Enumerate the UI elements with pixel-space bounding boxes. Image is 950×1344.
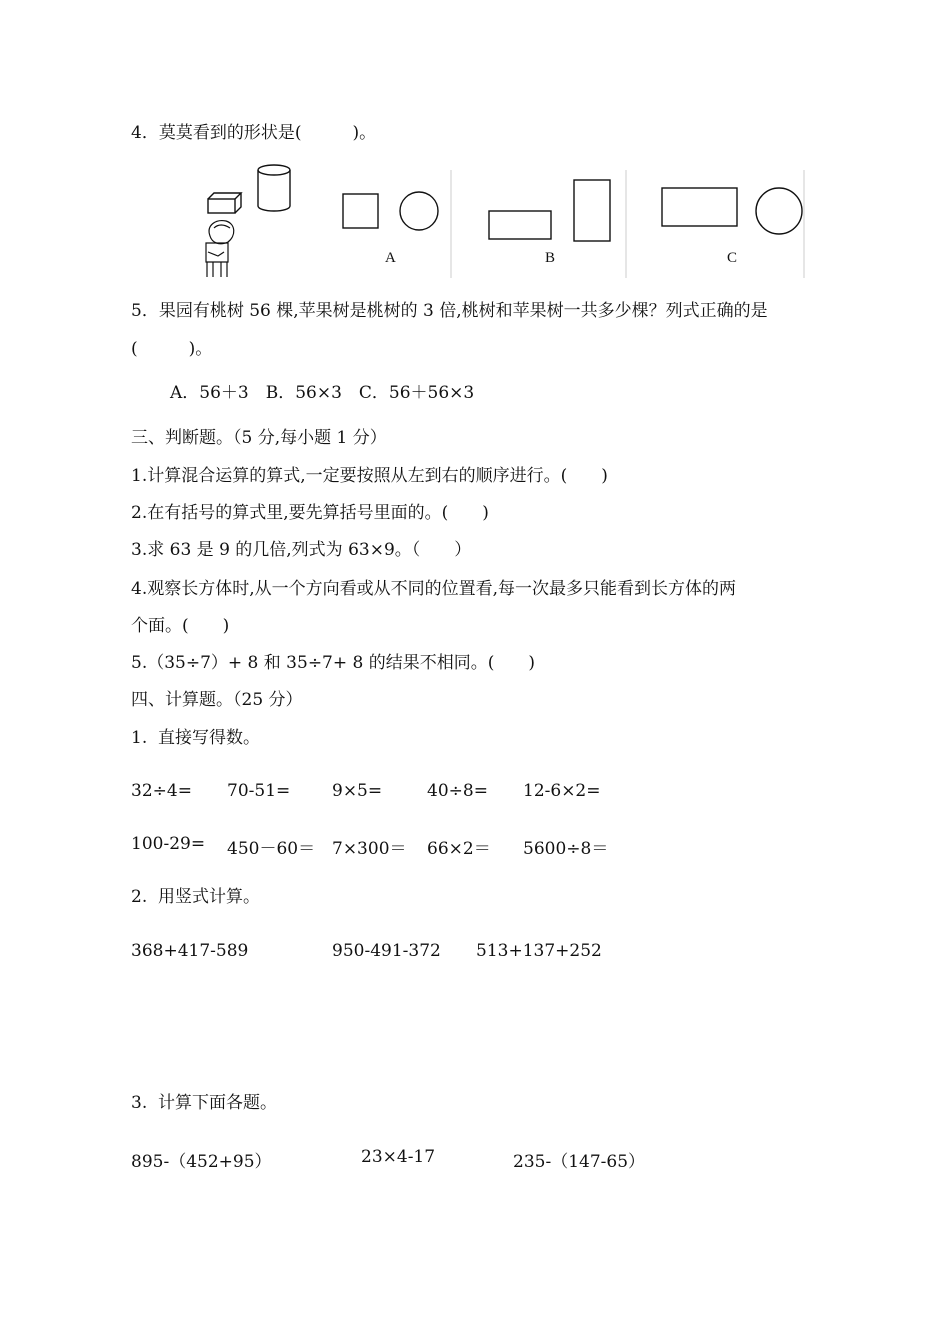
option-b-shapes <box>489 180 610 241</box>
child-figure <box>206 221 234 277</box>
section-3-title: 三、判断题。（5 分,每小题 1 分） <box>131 428 387 448</box>
question-5-line-2: ( )。 <box>131 339 213 359</box>
mixed-calc-item: 235-（147-65） <box>513 1152 646 1172</box>
option-a-shapes <box>343 192 438 230</box>
oral-calc-item: 450－60＝ <box>227 839 316 859</box>
question-5-choices: A．56＋3 B．56×3 C．56＋56×3 <box>170 383 475 403</box>
mixed-calc-item: 895-（452+95） <box>131 1152 272 1172</box>
judgment-item-4-line-2: 个面。( ) <box>131 616 230 636</box>
oral-calc-item: 66×2＝ <box>427 839 491 859</box>
judgment-item-5: 5.（35÷7）+ 8 和 35÷7+ 8 的结果不相同。( ) <box>131 653 536 673</box>
judgment-item-3: 3.求 63 是 9 的几倍,列式为 63×9。（ ） <box>131 540 472 560</box>
option-a-circle <box>400 192 438 230</box>
option-b-rectangle-vertical <box>574 180 610 241</box>
oral-calc-item: 12-6×2= <box>523 781 601 801</box>
cuboid-object <box>208 193 241 213</box>
question-4-figure <box>0 0 950 290</box>
option-c-label: C <box>727 250 738 266</box>
vertical-calc-item: 513+137+252 <box>476 941 602 961</box>
vertical-calc-item: 368+417-589 <box>131 941 249 961</box>
option-a-square <box>343 194 378 228</box>
option-b-label: B <box>545 250 556 266</box>
judgment-item-1: 1.计算混合运算的算式,一定要按照从左到右的顺序进行。( ) <box>131 466 608 486</box>
mixed-calc-item: 23×4-17 <box>361 1147 436 1167</box>
oral-calc-item: 100-29= <box>131 834 206 854</box>
part-2-title: 2. 用竖式计算。 <box>131 887 261 907</box>
option-c-shapes <box>662 188 802 234</box>
judgment-item-4-line-1: 4.观察长方体时,从一个方向看或从不同的位置看,每一次最多只能看到长方体的两 <box>131 579 737 599</box>
judgment-item-2: 2.在有括号的算式里,要先算括号里面的。( ) <box>131 503 489 523</box>
oral-calc-item: 9×5= <box>332 781 383 801</box>
cylinder-object <box>258 165 290 211</box>
section-4-title: 四、计算题。（25 分） <box>131 690 303 710</box>
option-c-circle <box>756 188 802 234</box>
question-4-text: 4．莫莫看到的形状是( )。 <box>131 123 377 143</box>
oral-calc-item: 70-51= <box>227 781 291 801</box>
vertical-calc-item: 950-491-372 <box>332 941 441 961</box>
option-c-rectangle <box>662 188 737 226</box>
part-3-title: 3. 计算下面各题。 <box>131 1093 278 1113</box>
oral-calc-item: 40÷8= <box>427 781 488 801</box>
oral-calc-item: 32÷4= <box>131 781 192 801</box>
question-5-line-1: 5．果园有桃树 56 棵,苹果树是桃树的 3 倍,桃树和苹果树一共多少棵？列式正确的是 <box>131 301 768 321</box>
observed-objects-illustration <box>206 165 290 277</box>
option-a-label: A <box>385 250 396 266</box>
oral-calc-item: 7×300＝ <box>332 839 407 859</box>
oral-calc-item: 5600÷8＝ <box>523 839 609 859</box>
part-1-title: 1. 直接写得数。 <box>131 728 261 748</box>
option-b-rectangle-horizontal <box>489 211 551 239</box>
